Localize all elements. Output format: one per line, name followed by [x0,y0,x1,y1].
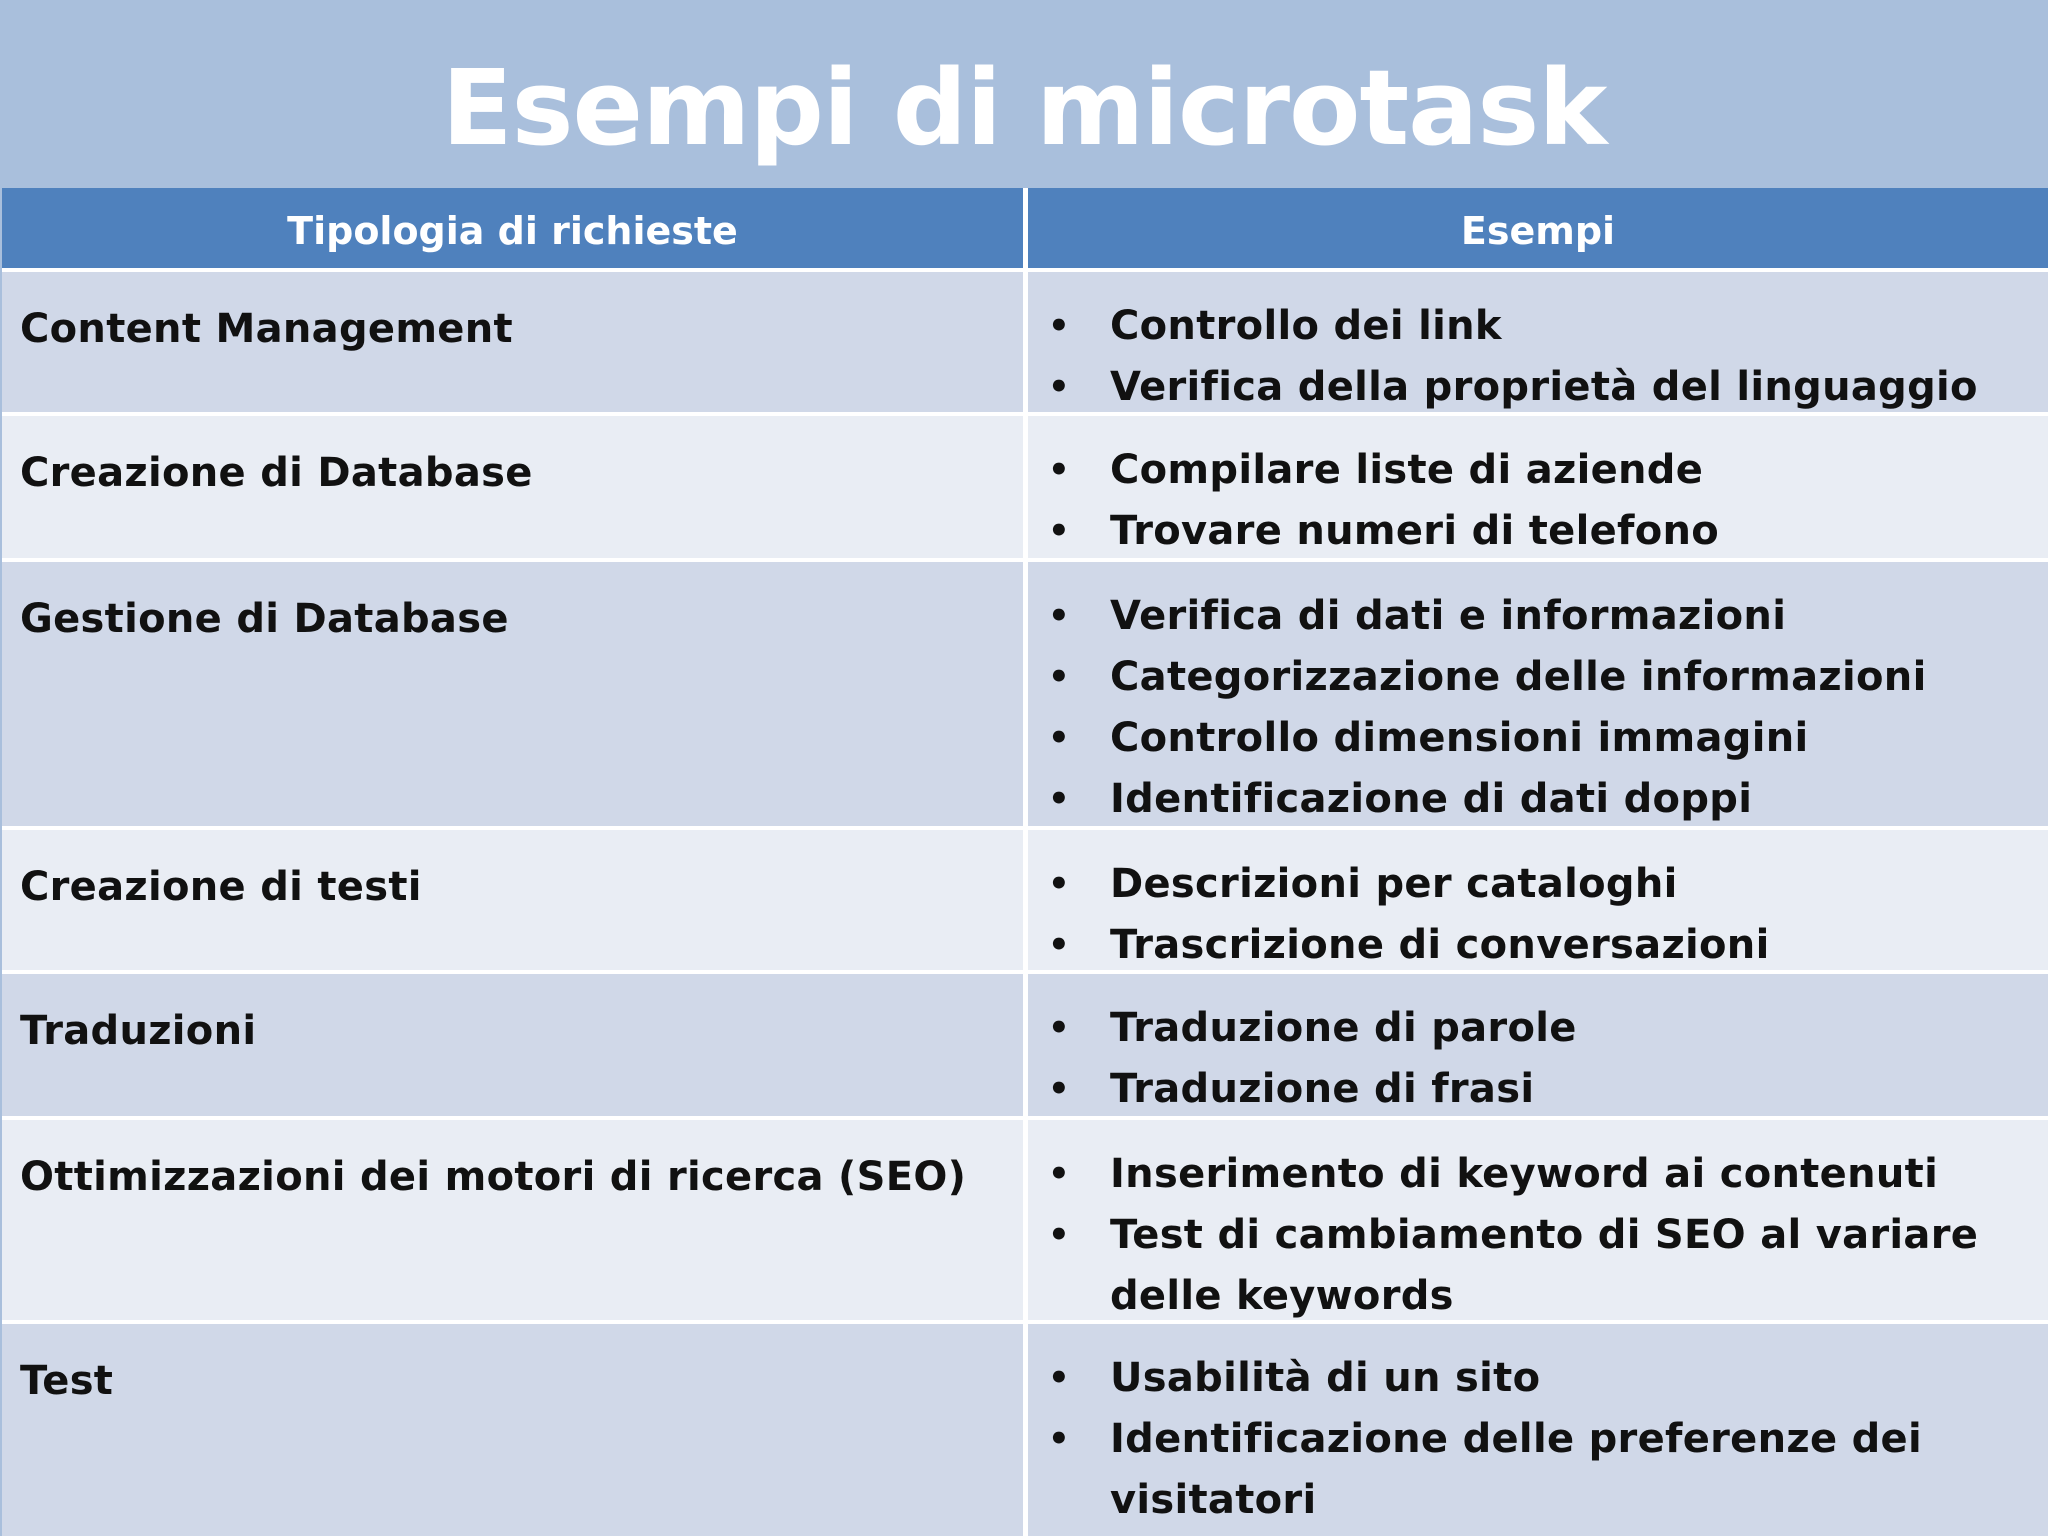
bullet-icon: • [1048,1154,1071,1194]
examples-cell [1028,416,2048,558]
list-item [1028,1205,2038,1327]
bullet-icon: • [1048,367,1071,407]
examples-cell [1028,1324,2048,1536]
table-row [2,1120,2048,1320]
slide-title: Esempi di microtask [441,47,1607,169]
bullet-icon: • [1048,306,1071,346]
category-cell: Ottimizzazioni dei motori di ricerca (SEO) [2,1120,1023,1320]
example-text: Traduzione di parole [1110,1005,1577,1051]
examples-list [1028,1324,2048,1531]
bullet-icon: • [1048,1069,1071,1109]
list-item [1028,1059,2038,1120]
example-text: Descrizioni per cataloghi [1110,861,1678,907]
list-item [1028,357,2038,418]
bullet-icon: • [1048,1215,1071,1255]
table-row [2,1324,2048,1536]
table-row [2,272,2048,412]
example-text: Trovare numeri di telefono [1110,508,1720,554]
category-cell: Content Management [2,272,1023,412]
examples-list [1028,272,2048,418]
bullet-icon: • [1048,657,1071,697]
bullet-icon: • [1048,450,1071,490]
category-cell: Traduzioni [2,974,1023,1116]
table-row [2,416,2048,558]
examples-list [1028,562,2048,830]
category-cell: Test [2,1324,1023,1536]
bullet-icon: • [1048,925,1071,965]
list-item [1028,296,2038,357]
example-text: Traduzione di frasi [1110,1066,1535,1112]
list-item [1028,915,2038,976]
table-row [2,830,2048,970]
examples-list [1028,1120,2048,1327]
bullet-icon: • [1048,779,1071,819]
examples-cell [1028,974,2048,1116]
examples-list [1028,830,2048,976]
list-item [1028,1409,2038,1531]
example-text: Identificazione di dati doppi [1110,776,1753,822]
list-item [1028,440,2038,501]
examples-cell [1028,1120,2048,1320]
table-header-row [2,188,2048,268]
example-text: Verifica di dati e informazioni [1110,593,1787,639]
bullet-icon: • [1048,596,1071,636]
microtask-table [2,188,2048,1536]
list-item [1028,998,2038,1059]
bullet-icon: • [1048,718,1071,758]
example-text: Identificazione delle preferenze dei visitatori [1110,1416,1922,1523]
example-text: Controllo dei link [1110,303,1502,349]
bullet-icon: • [1048,1008,1071,1048]
list-item [1028,769,2038,830]
example-text: Trascrizione di conversazioni [1110,922,1770,968]
list-item [1028,647,2038,708]
list-item [1028,708,2038,769]
header-esempi: Esempi [1028,188,2048,268]
list-item [1028,854,2038,915]
examples-cell [1028,272,2048,412]
list-item [1028,1348,2038,1409]
example-text: Categorizzazione delle informazioni [1110,654,1927,700]
list-item [1028,1144,2038,1205]
category-cell: Gestione di Database [2,562,1023,826]
example-text: Usabilità di un sito [1110,1355,1541,1401]
examples-list [1028,974,2048,1120]
bullet-icon: • [1048,1419,1071,1459]
bullet-icon: • [1048,1358,1071,1398]
example-text: Test di cambiamento di SEO al variare delle keywords [1110,1212,1979,1319]
examples-cell [1028,830,2048,970]
table-row [2,562,2048,826]
category-cell: Creazione di testi [2,830,1023,970]
examples-list [1028,416,2048,562]
list-item [1028,586,2038,647]
example-text: Verifica della proprietà del linguaggio [1110,364,1978,410]
table-row [2,974,2048,1116]
bullet-icon: • [1048,864,1071,904]
header-tipologia: Tipologia di richieste [2,188,1023,268]
list-item [1028,501,2038,562]
example-text: Inserimento di keyword ai contenuti [1110,1151,1939,1197]
examples-cell [1028,562,2048,826]
example-text: Controllo dimensioni immagini [1110,715,1809,761]
bullet-icon: • [1048,511,1071,551]
example-text: Compilare liste di aziende [1110,447,1704,493]
category-cell: Creazione di Database [2,416,1023,558]
